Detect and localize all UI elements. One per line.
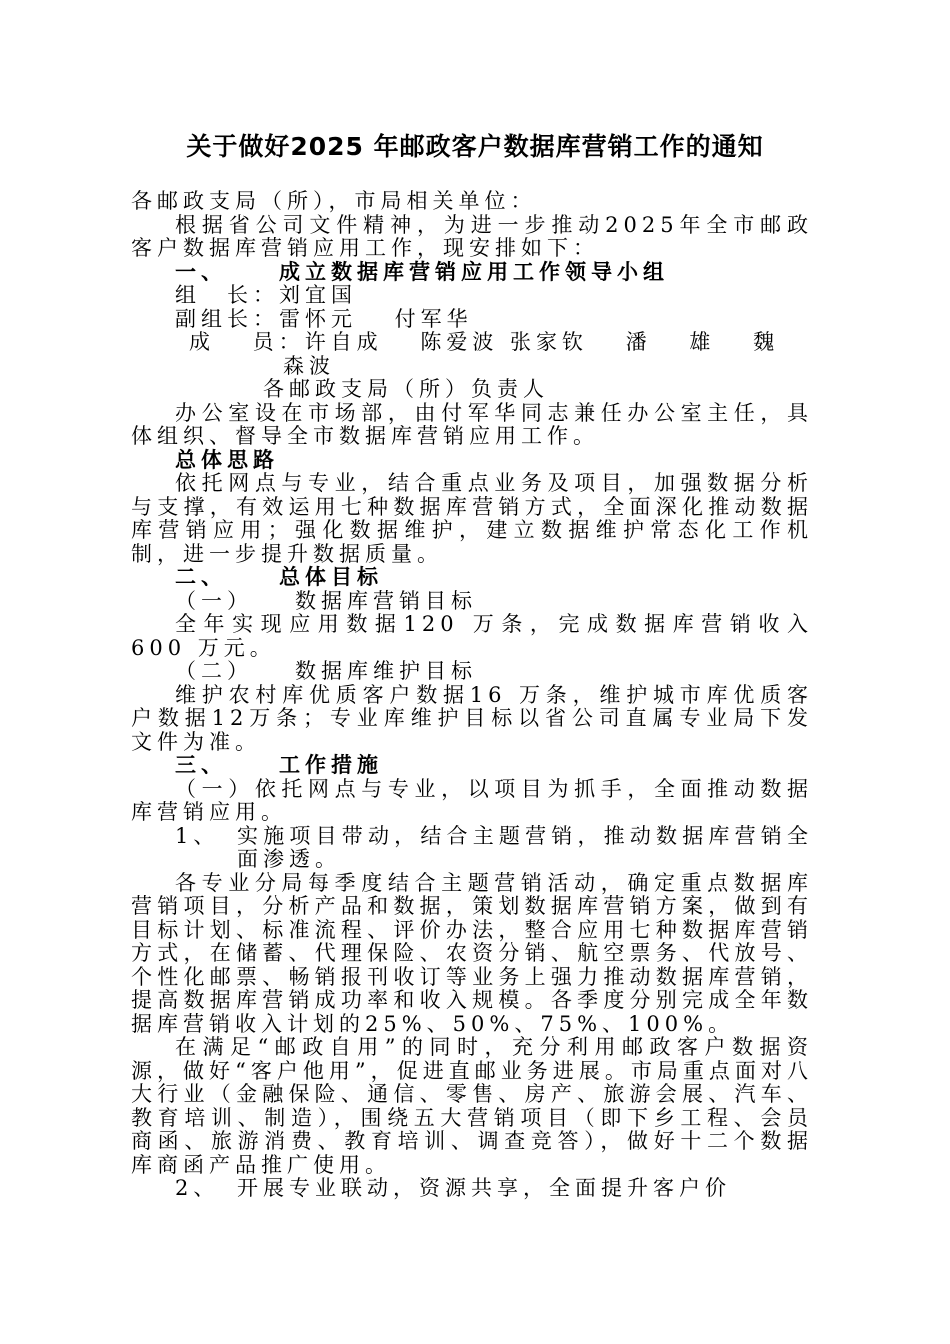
item1-heading	[131, 825, 813, 872]
office-paragraph: 办公室设在市场部，由付军华同志兼任办公室主任，具体组织、督导全市数据库营销应用工作。	[131, 400, 813, 448]
sub1-heading	[131, 590, 813, 614]
members-label: 成 员：	[189, 330, 305, 354]
sub1-title: 数据库营销目标	[295, 588, 477, 613]
item1-paragraph-2: 在满足“邮政自用”的同时，充分利用邮政客户数据资源，做好“客户他用”，促进直邮业务进展。市局重点面对八大行业（金融保险、通信、零售、房产、旅游会展、汽车、教育培训、制造），围绕五大营销项目（即下乡工程、会员商函、旅游消费、教育培训、调查竞答），做好十二个数据库商函产品推广使用。	[131, 1035, 813, 1177]
deputy-line	[131, 308, 813, 332]
members-line-cont: 森波	[283, 353, 335, 378]
sub2-paragraph: 维护农村库优质客户数据16 万条，维护城市库优质客户数据12万条；专业库维护目标以省公司直属专业局下发文件为准。	[131, 682, 813, 754]
section3-title: 工作措施	[279, 753, 383, 777]
deputy-label: 副组长：	[175, 306, 279, 331]
salutation: 各邮政支局（所），市局相关单位：	[131, 189, 537, 213]
sub1-number: （一）	[175, 588, 253, 613]
deputy-names: 雷怀元 付军华	[279, 306, 473, 331]
leader-line	[131, 284, 813, 308]
sub2-number: （二）	[175, 659, 253, 683]
intro-paragraph: 根据省公司文件精神，为进一步推动2025年全市邮政客户数据库营销应用工作，现安排如下：	[131, 212, 813, 260]
item2-heading	[131, 1177, 813, 1201]
document-title: 关于做好2025 年邮政客户数据库营销工作的通知	[186, 132, 764, 161]
section1-heading	[131, 261, 813, 285]
members-extra: 各邮政支局（所）负责人	[263, 377, 549, 401]
sub2-title: 数据库维护目标	[295, 659, 477, 683]
section2-heading	[131, 566, 813, 590]
overall-heading: 总体思路	[175, 447, 279, 472]
document-body	[131, 190, 813, 1201]
members-names: 许自成 陈爱波 张家钦 潘 雄 魏	[304, 330, 780, 354]
section2-title: 总体目标	[279, 565, 383, 589]
section2-number: 二、	[175, 565, 227, 589]
overall-paragraph: 依托网点与专业，结合重点业务及项目，加强数据分析与支撑，有效运用七种数据库营销方式，全面深化推动数据库营销应用；强化数据维护，建立数据维护常态化工作机制，进一步提升数据质量。	[131, 471, 813, 566]
leader-label: 组 长：	[175, 283, 279, 307]
item1-number: 1、	[175, 823, 220, 848]
item2-title: 开展专业联动，资源共享，全面提升客户价	[237, 1176, 731, 1200]
leader-name: 刘宜国	[279, 283, 357, 307]
section3-sub1: （一）依托网点与专业，以项目为抓手，全面推动数据库营销应用。	[131, 776, 813, 824]
item1-paragraph-1: 各专业分局每季度结合主题营销活动，确定重点数据库营销项目，分析产品和数据，策划数据库营销方案，做到有目标计划、标准流程、评价办法，整合应用七种数据库营销方式，在储蓄、代理保险、农资分销、航空票务、代放号、个性化邮票、畅销报刊收订等业务上强力推动数据库营销，提高数据库营销成功率和收入规模。各季度分别完成全年数据库营销收入计划的25%、50%、75%、100%。	[131, 870, 813, 1036]
members-line	[131, 331, 813, 355]
section1-title: 成立数据库营销应用工作领导小组	[279, 259, 669, 284]
sub2-heading	[131, 660, 813, 684]
section3-number: 三、	[175, 753, 227, 777]
sub1-paragraph: 全年实现应用数据120 万条，完成数据库营销收入600 万元。	[131, 612, 813, 660]
item1-title: 实施项目带动，结合主题营销，推动数据库营销全面渗透。	[237, 823, 813, 871]
section1-number: 一、	[175, 259, 227, 284]
section3-heading	[131, 754, 813, 778]
item2-number: 2、	[175, 1176, 220, 1200]
